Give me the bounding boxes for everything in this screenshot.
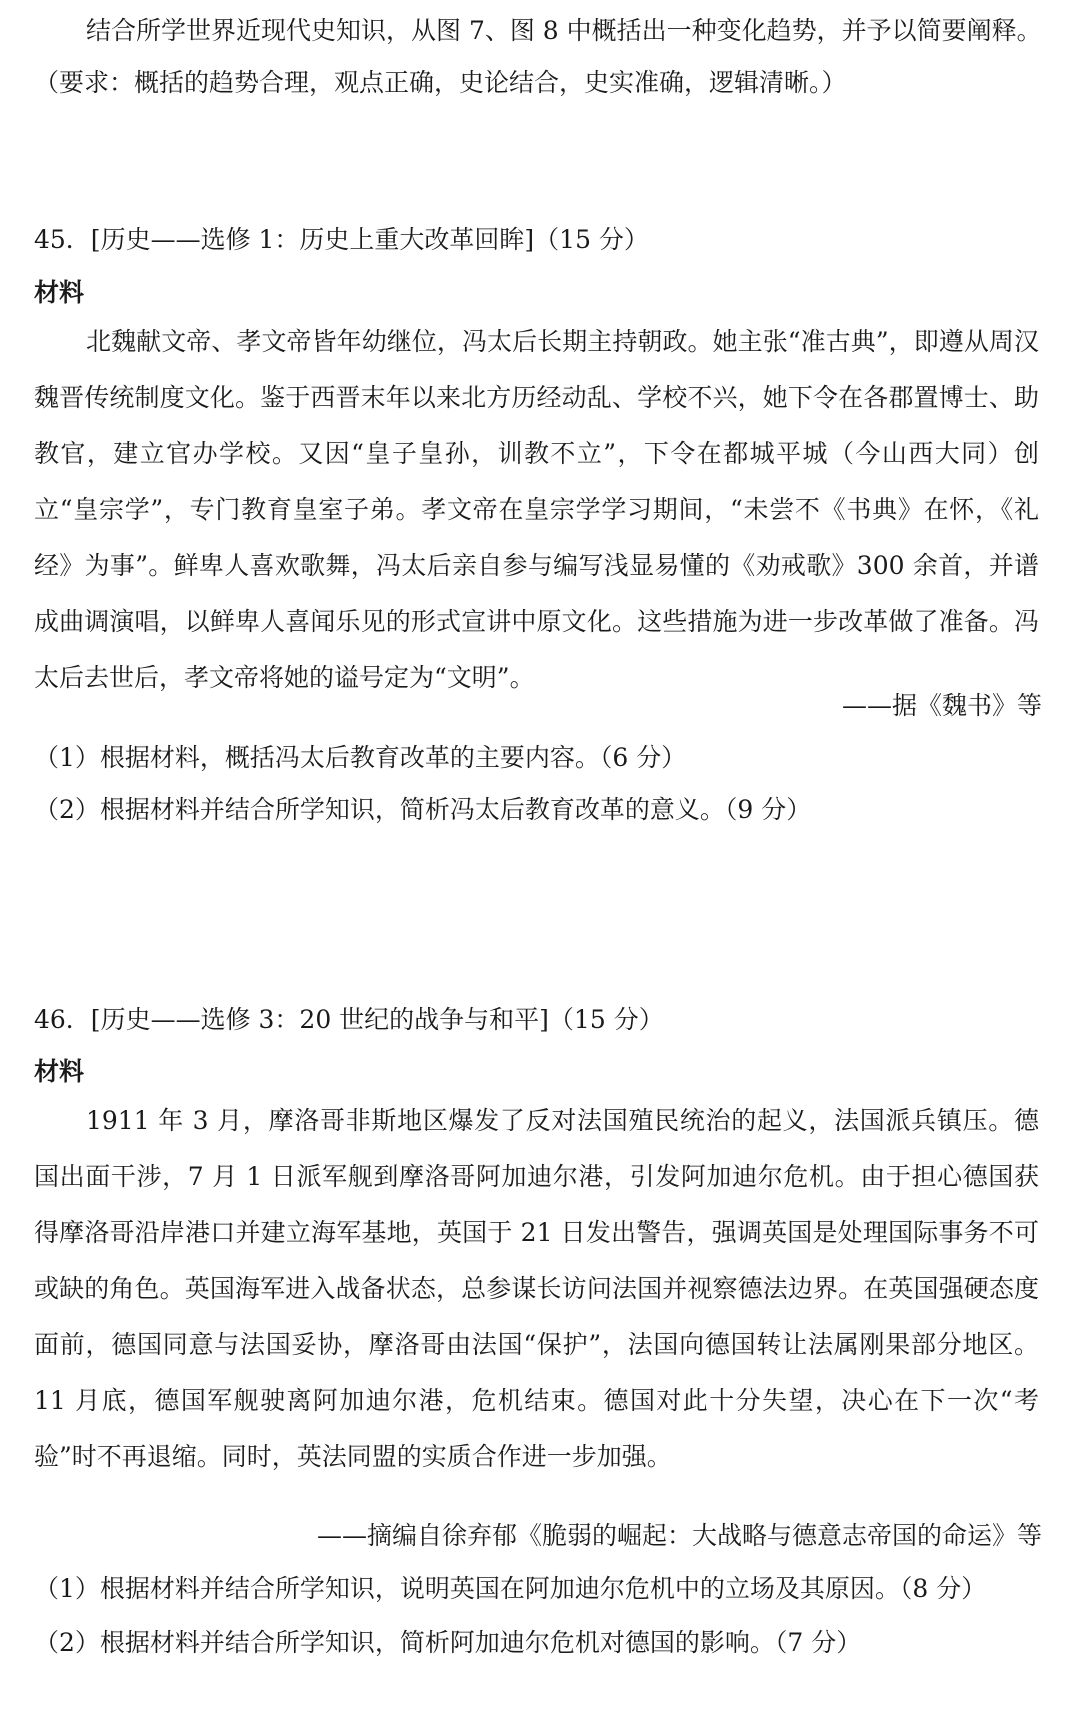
q45-subquestion-1: （1）根据材料，概括冯太后教育改革的主要内容。（6 分） — [34, 743, 687, 772]
q45-material-label: 材料 — [34, 278, 85, 307]
intro-line-1: 结合所学世界近现代史知识，从图 7、图 8 中概括出一种变化趋势，并予以简要阐释。 — [86, 16, 1042, 45]
q46-subquestion-2: （2）根据材料并结合所学知识，简析阿加迪尔危机对德国的影响。（7 分） — [34, 1628, 862, 1657]
intro-line-2: （要求：概括的趋势合理，观点正确，史论结合，史实准确，逻辑清晰。） — [34, 68, 847, 97]
q45-material-paragraph: 北魏献文帝、孝文帝皆年幼继位，冯太后长期主持朝政。她主张“准古典”，即遵从周汉魏晋传统制度文化。鉴于西晋末年以来北方历经动乱、学校不兴，她下令在各郡置博士、助教官，建立官办学校。又因“皇子皇孙，训教不立”，下令在都城平城（今山西大同）创立“皇宗学”，专门教育皇室子弟。孝文帝在皇宗学学习期间，“未尝不《书典》在怀，《礼经》为事”。鲜卑人喜欢歌舞，冯太后亲自参与编写浅显易懂的《劝戒歌》300 余首，并谱成曲调演唱，以鲜卑人喜闻乐见的形式宣讲中原文化。这些措施为进一步改革做了准备。冯太后去世后，孝文帝将她的谥号定为“文明”。 — [34, 327, 1039, 692]
q46-source: ——摘编自徐弃郁《脆弱的崛起：大战略与德意志帝国的命运》等 — [316, 1521, 1042, 1550]
q45-heading: 45．[历史——选修 1：历史上重大改革回眸]（15 分） — [34, 225, 649, 254]
q46-material-paragraph: 1911 年 3 月，摩洛哥非斯地区爆发了反对法国殖民统治的起义，法国派兵镇压。德国出面干涉，7 月 1 日派军舰到摩洛哥阿加迪尔港，引发阿加迪尔危机。由于担心德国获得摩洛哥沿岸港口并建立海军基地，英国于 21 日发出警告，强调英国是处理国际事务不可或缺的角色。英国海军进入战备状态，总参谋长访问法国并视察德法边界。在英国强硬态度面前，德国同意与法国妥协，摩洛哥由法国“保护”，法国向德国转让法属刚果部分地区。11 月底，德国军舰驶离阿加迪尔港，危机结束。德国对此十分失望，决心在下一次“考验”时不再退缩。同时，英法同盟的实质合作进一步加强。 — [34, 1106, 1039, 1471]
q46-material-label: 材料 — [34, 1057, 85, 1086]
q45-subquestion-2: （2）根据材料并结合所学知识，简析冯太后教育改革的意义。（9 分） — [34, 795, 812, 824]
q45-source: ——据《魏书》等 — [841, 691, 1042, 720]
q46-subquestion-1: （1）根据材料并结合所学知识，说明英国在阿加迪尔危机中的立场及其原因。（8 分） — [34, 1574, 987, 1603]
q46-heading: 46．[历史——选修 3：20 世纪的战争与和平]（15 分） — [34, 1005, 664, 1034]
